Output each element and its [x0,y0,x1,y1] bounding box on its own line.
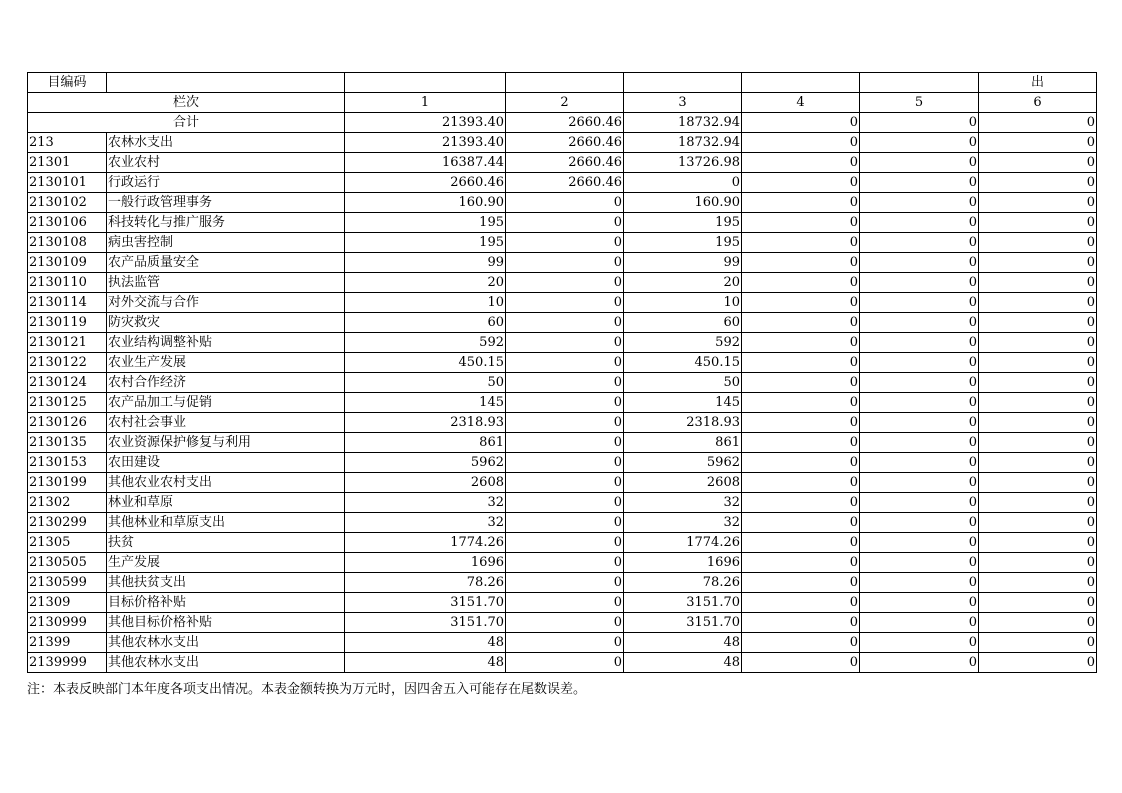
amount-cell: 0 [979,373,1097,393]
amount-cell: 48 [345,653,506,673]
amount-cell: 0 [742,133,860,153]
code-header: 目编码 [28,73,107,93]
amount-cell: 0 [979,193,1097,213]
table-row [28,513,1097,533]
amount-cell: 0 [506,293,624,313]
amount-cell: 18732.94 [624,133,742,153]
amount-cell: 861 [624,433,742,453]
amount-cell: 0 [979,333,1097,353]
amount-cell: 195 [345,233,506,253]
amount-cell: 0 [979,313,1097,333]
amount-cell: 60 [624,313,742,333]
amount-cell: 0 [979,353,1097,373]
amount-cell: 0 [979,273,1097,293]
amount-cell: 99 [624,253,742,273]
amount-cell: 0 [860,533,979,553]
table-row [28,373,1097,393]
subject-name: 一般行政管理事务 [107,193,345,213]
amount-cell: 0 [979,293,1097,313]
subject-name: 扶贫 [107,533,345,553]
amount-cell: 50 [624,373,742,393]
amount-cell: 0 [979,593,1097,613]
amount-cell: 145 [624,393,742,413]
header-blank-3 [624,73,742,93]
amount-cell: 0 [979,473,1097,493]
amount-cell: 0 [979,253,1097,273]
subject-code: 2130124 [28,373,107,393]
amount-cell: 2318.93 [624,413,742,433]
amount-cell: 2608 [345,473,506,493]
subject-name: 林业和草原 [107,493,345,513]
amount-cell: 21393.40 [345,133,506,153]
amount-cell: 20 [624,273,742,293]
amount-cell: 145 [345,393,506,413]
subject-name: 对外交流与合作 [107,293,345,313]
table-row [28,333,1097,353]
subject-name: 农业生产发展 [107,353,345,373]
table-row [28,253,1097,273]
amount-cell: 0 [506,413,624,433]
subject-name: 农业农村 [107,153,345,173]
amount-cell: 0 [860,273,979,293]
table-note: 注：本表反映部门本年度各项支出情况。本表金额转换为万元时，因四舍五入可能存在尾数误差。 [27,682,587,697]
table-row [28,653,1097,673]
amount-cell: 3151.70 [624,613,742,633]
amount-cell: 0 [860,613,979,633]
subject-name: 防灾救灾 [107,313,345,333]
subject-name: 其他扶贫支出 [107,573,345,593]
subject-code: 21309 [28,593,107,613]
amount-cell: 0 [860,513,979,533]
amount-cell: 592 [624,333,742,353]
table-row [28,273,1097,293]
header-blank-5 [860,73,979,93]
amount-cell: 16387.44 [345,153,506,173]
subject-name: 农村合作经济 [107,373,345,393]
amount-cell: 0 [979,233,1097,253]
amount-cell: 0 [979,153,1097,173]
subject-code: 2130110 [28,273,107,293]
amount-cell: 0 [860,553,979,573]
amount-cell: 0 [860,153,979,173]
amount-cell: 0 [506,373,624,393]
subject-code: 2130101 [28,173,107,193]
amount-cell: 32 [624,493,742,513]
amount-cell: 195 [624,233,742,253]
column-number: 1 [345,93,506,113]
amount-cell: 0 [860,633,979,653]
amount-cell: 0 [506,353,624,373]
amount-cell: 0 [742,253,860,273]
amount-cell: 1774.26 [345,533,506,553]
amount-cell: 2608 [624,473,742,493]
subject-code: 2130122 [28,353,107,373]
amount-cell: 0 [860,293,979,313]
amount-cell: 78.26 [345,573,506,593]
total-value: 2660.46 [506,113,624,133]
subject-name: 其他农林水支出 [107,633,345,653]
amount-cell: 0 [742,153,860,173]
total-label: 合计 [28,113,345,133]
amount-cell: 32 [345,513,506,533]
amount-cell: 1774.26 [624,533,742,553]
amount-cell: 0 [860,433,979,453]
subject-name: 其他林业和草原支出 [107,513,345,533]
table-row [28,413,1097,433]
subject-name: 农林水支出 [107,133,345,153]
amount-cell: 0 [860,313,979,333]
amount-cell: 160.90 [345,193,506,213]
amount-cell: 592 [345,333,506,353]
amount-cell: 450.15 [345,353,506,373]
amount-cell: 0 [979,613,1097,633]
amount-cell: 0 [742,273,860,293]
column-number: 4 [742,93,860,113]
subject-name: 农产品质量安全 [107,253,345,273]
amount-cell: 0 [860,593,979,613]
amount-cell: 0 [979,413,1097,433]
amount-cell: 78.26 [624,573,742,593]
amount-cell: 0 [860,473,979,493]
table-row [28,493,1097,513]
amount-cell: 0 [860,453,979,473]
amount-cell: 2660.46 [345,173,506,193]
amount-cell: 0 [979,493,1097,513]
amount-cell: 5962 [624,453,742,473]
column-number-row [28,93,1097,113]
amount-cell: 0 [506,253,624,273]
amount-cell: 0 [979,133,1097,153]
table-row [28,313,1097,333]
amount-cell: 0 [742,553,860,573]
amount-cell: 1696 [345,553,506,573]
amount-cell: 0 [979,653,1097,673]
amount-cell: 0 [860,373,979,393]
subject-code: 2130108 [28,233,107,253]
subject-code: 2130599 [28,573,107,593]
subject-name: 农产品加工与促销 [107,393,345,413]
name-header-blank [107,73,345,93]
expenditure-table [27,72,1097,673]
table-row [28,153,1097,173]
amount-cell: 3151.70 [345,593,506,613]
subject-name: 生产发展 [107,553,345,573]
column-number: 3 [624,93,742,113]
amount-cell: 0 [979,633,1097,653]
amount-cell: 0 [860,193,979,213]
subject-code: 2130102 [28,193,107,213]
amount-cell: 195 [345,213,506,233]
amount-cell: 13726.98 [624,153,742,173]
amount-cell: 32 [345,493,506,513]
amount-cell: 2660.46 [506,173,624,193]
amount-cell: 0 [860,653,979,673]
table-row [28,353,1097,373]
amount-cell: 0 [506,393,624,413]
subject-code: 2130199 [28,473,107,493]
subject-name: 农业结构调整补贴 [107,333,345,353]
table-row [28,193,1097,213]
amount-cell: 0 [506,493,624,513]
subject-name: 目标价格补贴 [107,593,345,613]
amount-cell: 0 [506,573,624,593]
amount-cell: 0 [979,453,1097,473]
amount-cell: 0 [742,533,860,553]
amount-cell: 0 [860,573,979,593]
amount-cell: 32 [624,513,742,533]
subject-code: 2130106 [28,213,107,233]
amount-cell: 0 [506,333,624,353]
amount-cell: 50 [345,373,506,393]
table-row [28,593,1097,613]
subject-code: 2130999 [28,613,107,633]
amount-cell: 0 [742,293,860,313]
amount-cell: 0 [742,613,860,633]
subject-name: 科技转化与推广服务 [107,213,345,233]
subject-code: 21302 [28,493,107,513]
amount-cell: 861 [345,433,506,453]
subject-code: 21305 [28,533,107,553]
amount-cell: 0 [860,353,979,373]
amount-cell: 0 [742,233,860,253]
table-row [28,453,1097,473]
column-label: 栏次 [28,93,345,113]
subject-name: 农田建设 [107,453,345,473]
amount-cell: 0 [742,213,860,233]
table-row [28,233,1097,253]
amount-cell: 160.90 [624,193,742,213]
amount-cell: 3151.70 [624,593,742,613]
amount-cell: 3151.70 [345,613,506,633]
amount-cell: 0 [742,433,860,453]
subject-name: 行政运行 [107,173,345,193]
amount-cell: 0 [742,513,860,533]
amount-cell: 0 [860,333,979,353]
amount-cell: 48 [345,633,506,653]
amount-cell: 0 [506,593,624,613]
amount-cell: 2318.93 [345,413,506,433]
amount-cell: 0 [860,253,979,273]
amount-cell: 0 [979,573,1097,593]
column-number: 2 [506,93,624,113]
amount-cell: 0 [979,533,1097,553]
table-row [28,473,1097,493]
amount-cell: 0 [742,573,860,593]
amount-cell: 0 [506,533,624,553]
amount-cell: 195 [624,213,742,233]
amount-cell: 0 [506,513,624,533]
subject-code: 2130119 [28,313,107,333]
header-row-top [28,73,1097,93]
amount-cell: 0 [506,233,624,253]
amount-cell: 20 [345,273,506,293]
amount-cell: 0 [506,613,624,633]
amount-cell: 48 [624,633,742,653]
amount-cell: 0 [860,173,979,193]
amount-cell: 0 [506,633,624,653]
amount-cell: 0 [506,313,624,333]
subject-code: 21301 [28,153,107,173]
subject-code: 2130153 [28,453,107,473]
subject-code: 2130125 [28,393,107,413]
amount-cell: 0 [860,213,979,233]
column-number: 5 [860,93,979,113]
table-row [28,573,1097,593]
subject-code: 2130299 [28,513,107,533]
amount-cell: 0 [860,233,979,253]
amount-cell: 0 [742,373,860,393]
total-value: 0 [742,113,860,133]
amount-cell: 0 [742,393,860,413]
header-blank-2 [506,73,624,93]
amount-cell: 0 [506,473,624,493]
amount-cell: 0 [506,273,624,293]
table-row [28,533,1097,553]
table-row [28,433,1097,453]
amount-cell: 0 [742,193,860,213]
subject-code: 213 [28,133,107,153]
amount-cell: 0 [742,413,860,433]
total-value: 21393.40 [345,113,506,133]
amount-cell: 5962 [345,453,506,473]
amount-cell: 1696 [624,553,742,573]
subject-code: 2130126 [28,413,107,433]
amount-cell: 0 [860,133,979,153]
amount-cell: 0 [742,173,860,193]
total-value: 18732.94 [624,113,742,133]
total-value: 0 [979,113,1097,133]
amount-cell: 0 [742,453,860,473]
subject-code: 2139999 [28,653,107,673]
table-row [28,553,1097,573]
amount-cell: 450.15 [624,353,742,373]
amount-cell: 0 [979,213,1097,233]
total-value: 0 [860,113,979,133]
amount-cell: 0 [742,473,860,493]
amount-cell: 0 [979,553,1097,573]
table-row [28,613,1097,633]
subject-name: 农业资源保护修复与利用 [107,433,345,453]
table-row [28,133,1097,153]
subject-name: 其他目标价格补贴 [107,613,345,633]
amount-cell: 0 [742,633,860,653]
amount-cell: 10 [624,293,742,313]
amount-cell: 10 [345,293,506,313]
amount-cell: 0 [860,493,979,513]
amount-cell: 0 [979,513,1097,533]
subject-code: 2130109 [28,253,107,273]
subject-code: 2130135 [28,433,107,453]
amount-cell: 0 [860,413,979,433]
amount-cell: 0 [742,493,860,513]
amount-cell: 0 [742,333,860,353]
amount-cell: 0 [742,353,860,373]
amount-cell: 0 [742,653,860,673]
subject-code: 21399 [28,633,107,653]
amount-cell: 0 [506,433,624,453]
table-row [28,213,1097,233]
amount-cell: 0 [742,593,860,613]
amount-cell: 0 [506,193,624,213]
amount-cell: 0 [506,553,624,573]
subject-name: 其他农林水支出 [107,653,345,673]
subject-code: 2130121 [28,333,107,353]
amount-cell: 0 [979,433,1097,453]
subject-code: 2130505 [28,553,107,573]
table-row [28,173,1097,193]
amount-cell: 0 [979,393,1097,413]
amount-cell: 0 [979,173,1097,193]
amount-cell: 60 [345,313,506,333]
amount-cell: 0 [742,313,860,333]
column-number: 6 [979,93,1097,113]
header-blank-4 [742,73,860,93]
amount-cell: 0 [624,173,742,193]
table-row [28,393,1097,413]
header-blank-1 [345,73,506,93]
amount-cell: 0 [506,213,624,233]
expenditure-header: 出 [979,73,1097,93]
subject-name: 其他农业农村支出 [107,473,345,493]
amount-cell: 2660.46 [506,133,624,153]
amount-cell: 99 [345,253,506,273]
amount-cell: 0 [860,393,979,413]
table-row [28,633,1097,653]
table-row [28,293,1097,313]
total-row [28,113,1097,133]
amount-cell: 2660.46 [506,153,624,173]
subject-name: 执法监管 [107,273,345,293]
subject-name: 农村社会事业 [107,413,345,433]
amount-cell: 48 [624,653,742,673]
subject-code: 2130114 [28,293,107,313]
subject-name: 病虫害控制 [107,233,345,253]
amount-cell: 0 [506,653,624,673]
amount-cell: 0 [506,453,624,473]
